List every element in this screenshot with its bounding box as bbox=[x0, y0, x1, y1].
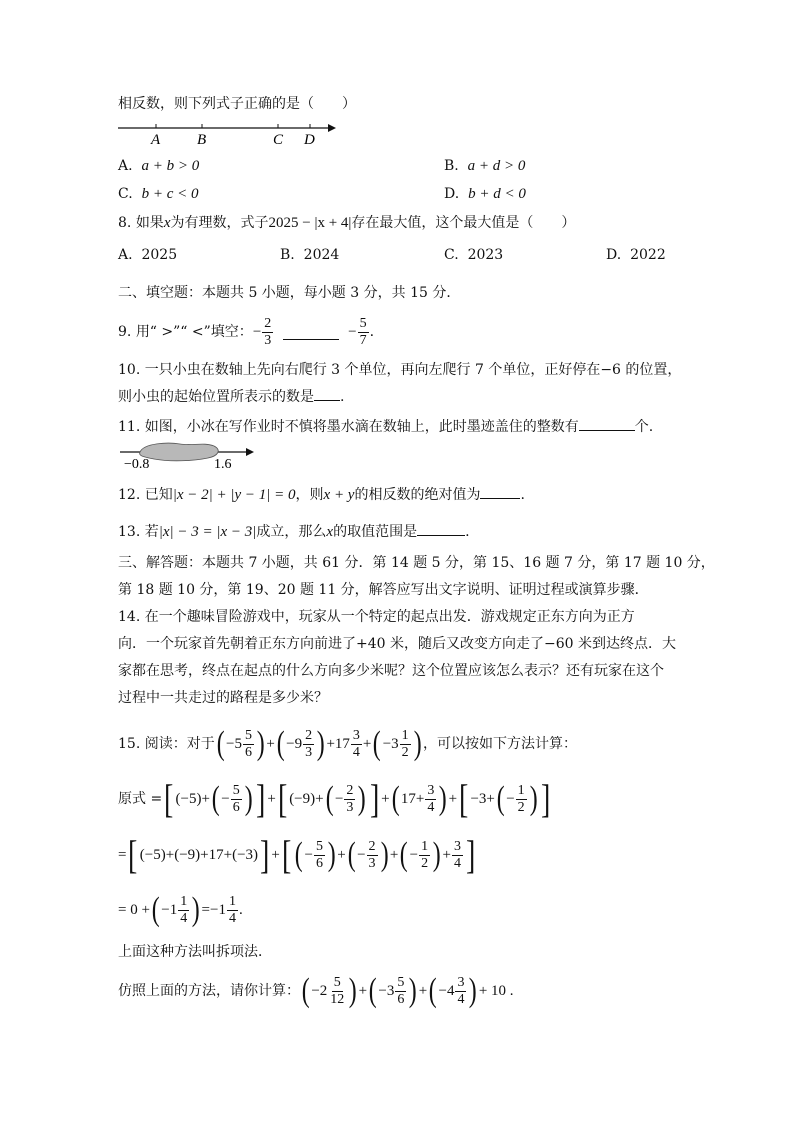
q8-option-d[interactable]: D. 2022 bbox=[606, 247, 666, 263]
q7-number-line bbox=[118, 116, 338, 146]
q7-option-d[interactable]: D. b + d < 0 bbox=[444, 186, 526, 202]
q7-option-a[interactable]: A. a + b > 0 bbox=[118, 158, 200, 174]
q8-expression: 2025 − |x + 4| bbox=[268, 215, 352, 231]
section-2-heading: 二、填空题：本题共 5 小题，每小题 3 分，共 15 分． bbox=[118, 285, 461, 301]
q11-answer-blank[interactable] bbox=[579, 416, 635, 431]
q8-stem: 8. 如果x为有理数，式子2025 − |x + 4|存在最大值，这个最大值是（ ） bbox=[118, 215, 576, 231]
section-3-line2: 第 18 题 10 分，第 19、20 题 11 分，解答应写出文字说明、证明过程或演算步骤． bbox=[118, 582, 649, 598]
fraction-neg-5-7: $\frac{5}{7}$ bbox=[359, 315, 367, 348]
q14-line2: 向．一个玩家首先朝着正东方向前进了+40 米，随后又改变方向走了−60 米到达终点．大 bbox=[118, 636, 676, 652]
point-d-label: D bbox=[304, 132, 315, 146]
q15-step1: 原式 = [ (−5)+ ( − $\frac{5}{6}$ ) ] + [ (−9)+ ( − $\frac{2}{3}$ ) ] + ( 17+ $\frac{3}{4}$ ) + [ −3+ ( − $\frac{1}{2}$ ) ] bbox=[118, 776, 551, 821]
fraction-neg-2-3: $\frac{2}{3}$ bbox=[264, 315, 272, 348]
q11-stem: 11. 如图，小冰在写作业时不慎将墨水滴在数轴上，此时墨迹盖住的整数有 个. bbox=[118, 416, 653, 437]
q15-task: 仿照上面的方法，请你计算： ( −2 $\frac{5}{12}$ ) + ( −3 $\frac{5}{6}$ ) + ( −4 $\frac{3}{4}$ ) + 10 . bbox=[118, 972, 514, 1009]
q15-note: 上面这种方法叫拆项法． bbox=[118, 944, 272, 960]
point-b-label: B bbox=[197, 132, 207, 146]
q7-option-c[interactable]: C. b + c < 0 bbox=[118, 186, 199, 202]
q15-intro: 15. 阅读：对于 ( −5 $\frac{5}{6}$ ) + ( −9 $\frac{2}{3}$ ) +17 $\frac{3}{4}$ + ( −3 $\frac{1}{2}$ ) ，可以按如下方法计算： bbox=[118, 725, 577, 762]
q8-option-a[interactable]: A. 2025 bbox=[118, 247, 178, 263]
section-3-line1: 三、解答题：本题共 7 小题，共 61 分．第 14 题 5 分，第 15、16 题 7 分，第 17 题 10 分， bbox=[118, 555, 715, 571]
q15-result: = 0 + ( −1 $\frac{1}{4}$ ) = −1 $\frac{1}{4}$ . bbox=[118, 891, 243, 928]
q8-option-b[interactable]: B. 2024 bbox=[280, 247, 340, 263]
q11-ink-number-line bbox=[118, 440, 268, 472]
q9-answer-blank[interactable] bbox=[283, 325, 339, 340]
label-1-6: 1.6 bbox=[214, 457, 232, 472]
point-a-label: A bbox=[151, 132, 161, 146]
label-neg-0-8: −0.8 bbox=[124, 457, 150, 472]
q10-answer-blank[interactable] bbox=[314, 386, 340, 401]
q9: 9. 用“ >”“ <”填空： − $\frac{2}{3}$ − $\frac{5}{7}$ . bbox=[118, 315, 375, 348]
q13-answer-blank[interactable] bbox=[417, 521, 465, 536]
q10-line2: 则小虫的起始位置所表示的数是 . bbox=[118, 386, 344, 407]
q15-step2: = [ (−5)+(−9)+17+(−3) ] + [ ( − $\frac{5}{6}$ ) + ( − $\frac{2}{3}$ ) + ( − $\frac{1}{2}$ ) + $\frac{3}{4}$ ] bbox=[118, 832, 476, 877]
q12-answer-blank[interactable] bbox=[480, 484, 520, 499]
q14-line1: 14. 在一个趣味冒险游戏中，玩家从一个特定的起点出发．游戏规定正东方向为正方 bbox=[118, 609, 635, 625]
point-c-label: C bbox=[273, 132, 284, 146]
q14-line4: 过程中一共走过的路程是多少米？ bbox=[118, 690, 328, 706]
q7-stem: 相反数，则下列式子正确的是（ ） bbox=[118, 96, 356, 112]
q7-option-b[interactable]: B. a + d > 0 bbox=[444, 158, 526, 174]
q12-stem: 12. 已知|x − 2| + |y − 1| = 0，则x + y的相反数的绝对值为 . bbox=[118, 484, 525, 505]
q14-line3: 家都在思考，终点在起点的什么方向多少米呢？这个位置应该怎么表示？还有玩家在这个 bbox=[118, 663, 664, 679]
q13-stem: 13. 若|x| − 3 = |x − 3|成立，那么x的取值范围是 . bbox=[118, 521, 470, 542]
q8-option-c[interactable]: C. 2023 bbox=[444, 247, 504, 263]
q10-line1: 10. 一只小虫在数轴上先向右爬行 3 个单位，再向左爬行 7 个单位，正好停在−6 的位置， bbox=[118, 362, 682, 378]
